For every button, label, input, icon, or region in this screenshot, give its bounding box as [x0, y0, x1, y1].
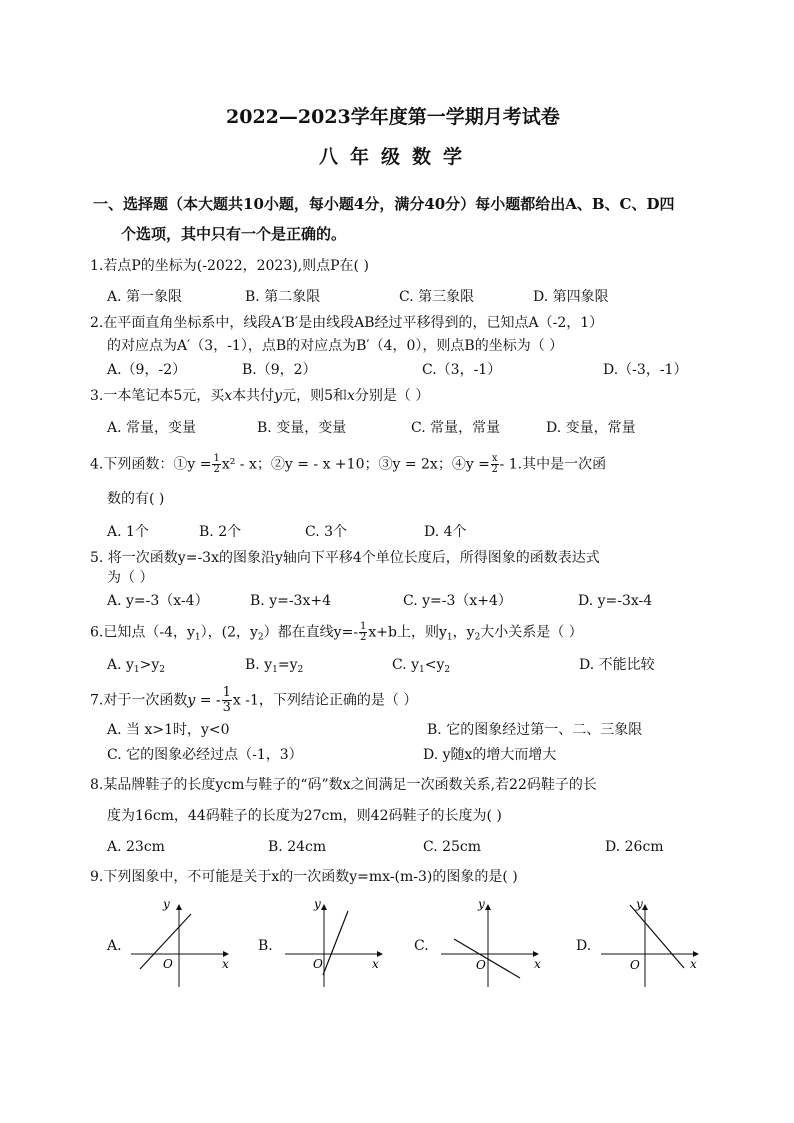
svg-text:O: O	[163, 957, 173, 971]
q7-option-d: D. y随x的增大而增大	[423, 747, 557, 763]
q9-option-d-label: D.	[576, 938, 592, 954]
q2-option-c: C.（3，-1）	[422, 362, 502, 378]
svg-text:x: x	[690, 957, 697, 971]
q7-option-b: B. 它的图象经过第一、二、三象限	[427, 722, 643, 738]
q6-option-c: C. $y_1<y_2$	[392, 657, 451, 675]
q3-option-d: D. 变量，常量	[546, 420, 636, 436]
q5-option-c: C. y=-3（x+4）	[403, 593, 512, 609]
q6-option-b: B. $y_1=y_2$	[245, 657, 304, 675]
q1-option-a: A. 第一象限	[107, 289, 183, 305]
q1-stem: 1.若点P的坐标为(-2022，2023),则点P在( )	[90, 258, 369, 274]
svg-text:y: y	[314, 897, 321, 911]
q4-option-c: C. 3个	[305, 524, 348, 540]
q8-stem-line2: 度为16cm，44码鞋子的长度为27cm，则42码鞋子的长度为( )	[107, 808, 502, 824]
svg-text:y: y	[163, 897, 170, 911]
q8-option-d: D. 26cm	[605, 839, 664, 855]
q2-stem-line1: 2.在平面直角坐标系中，线段A′B′是由线段AB经过平移得到的，已知点A（-2，1）	[90, 315, 604, 331]
q4-option-b: B. 2个	[199, 524, 242, 540]
q6-option-a: A. $y_1>y_2$	[107, 657, 166, 675]
q3-option-b: B. 变量，变量	[257, 420, 347, 436]
q6-stem: 6.已知点（-4，$y_1$），(2，$y_2$）都在直线y=- $\frac{1}{2}$ x+b上，则$y_1$，$y_2$大小关系是（ ）	[90, 621, 583, 643]
svg-text:O: O	[313, 957, 323, 971]
q9-stem: 9.下列图象中，不可能是关于x的一次函数y=mx-(m-3)的图象的是( )	[90, 869, 518, 885]
q4-stem-line2: 数的有( )	[107, 491, 165, 507]
q5-option-d: D. y=-3x-4	[578, 593, 653, 609]
q5-stem-line1: 5. 将一次函数y=-3x的图象沿y轴向下平移4个单位长度后，所得图象的函数表达式	[90, 550, 600, 566]
q9-option-b-label: B.	[258, 938, 273, 954]
q7-stem: 7.对于一次函数y = - $\frac{1}{3}$ x -1，下列结论正确的是（ ）	[90, 685, 418, 715]
q7-option-a: A. 当 x>1时，y<0	[107, 722, 230, 738]
q9-graph-c	[438, 897, 548, 992]
q1-option-d: D. 第四象限	[533, 289, 609, 305]
q8-option-b: B. 24cm	[268, 839, 327, 855]
section-heading: 一、选择题（本大题共10小题，每小题4分，满分40分）每小题都给出A、B、C、D四	[93, 195, 675, 213]
q9-option-a-label: A.	[107, 938, 122, 954]
q3-option-c: C. 常量，常量	[411, 420, 501, 436]
q1-option-b: B. 第二象限	[245, 289, 321, 305]
q2-option-d: D.（-3，-1）	[603, 362, 688, 378]
q1-option-c: C. 第三象限	[399, 289, 475, 305]
q8-stem-line1: 8.某品牌鞋子的长度ycm与鞋子的“码”数x之间满足一次函数关系,若22码鞋子的长	[90, 777, 597, 793]
q8-option-a: A. 23cm	[107, 839, 165, 855]
svg-text:x: x	[372, 957, 379, 971]
q4-stem-line1: 4.下列函数：①y = $\frac{1}{2}$ x² - x；②y = - x +10；③y = 2x；④y = $\frac{x}{2}$ - 1.其中是一次函	[90, 453, 607, 475]
q5-option-a: A. y=-3（x-4）	[107, 593, 209, 609]
q7-option-c: C. 它的图象必经过点（-1，3）	[107, 747, 303, 763]
q8-option-c: C. 25cm	[423, 839, 482, 855]
svg-text:y: y	[478, 897, 485, 911]
q2-option-a: A.（9，-2）	[107, 362, 187, 378]
q2-stem-line2: 的对应点为A′（3，-1），点B的对应点为B′（4，0），则点B的坐标为（ ）	[107, 338, 564, 354]
svg-text:x: x	[534, 957, 541, 971]
q3-option-a: A. 常量，变量	[107, 420, 197, 436]
q5-stem-line2: 为（ ）	[107, 570, 154, 586]
section-heading-cont: 个选项，其中只有一个是正确的。	[121, 225, 347, 243]
q5-option-b: B. y=-3x+4	[250, 593, 331, 609]
q4-option-d: D. 4个	[424, 524, 467, 540]
svg-text:x: x	[222, 957, 229, 971]
q6-option-d: D. 不能比较	[579, 657, 655, 673]
q4-option-a: A. 1个	[107, 524, 149, 540]
q9-graph-b	[282, 897, 392, 992]
svg-text:O: O	[630, 958, 640, 972]
q9-option-c-label: C.	[414, 938, 429, 954]
exam-subject: 八年级数学	[319, 146, 475, 168]
q9-graph-d	[598, 897, 708, 992]
svg-text:O: O	[476, 958, 486, 972]
exam-title: 2022—2023学年度第一学期月考试卷	[226, 106, 560, 128]
q3-stem: 3.一本笔记本5元，买x本共付y元，则5和x分别是（ ）	[90, 388, 430, 404]
svg-text:y: y	[636, 897, 643, 911]
q2-option-b: B.（9，2）	[242, 362, 317, 378]
q9-graph-a	[128, 897, 238, 992]
